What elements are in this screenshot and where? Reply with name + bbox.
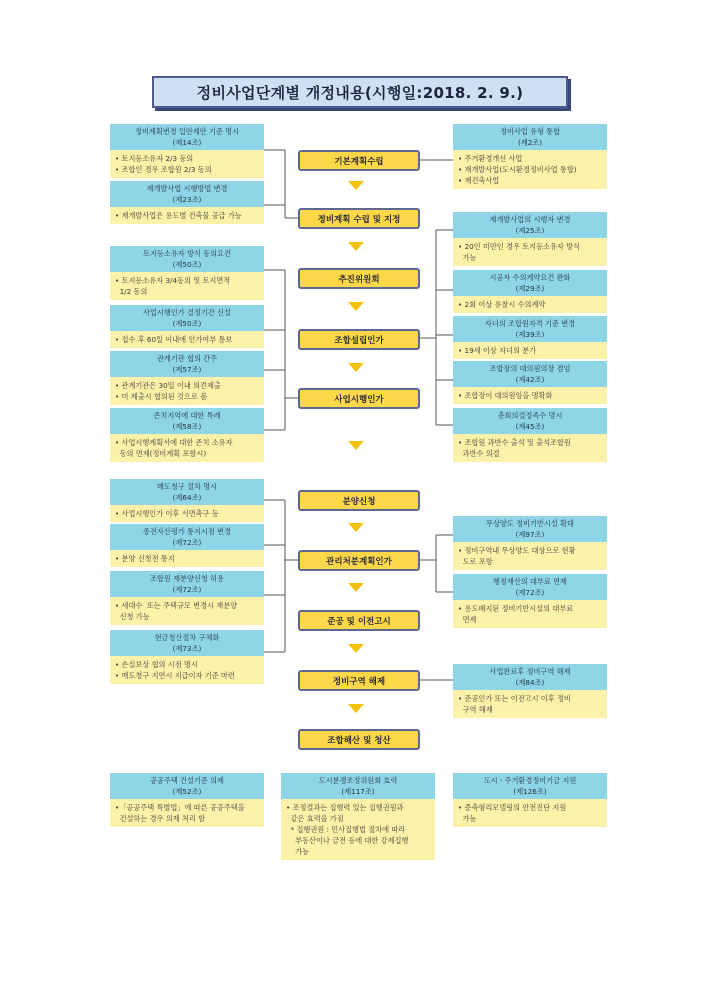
stage-management-disposal: 관리처분계획인가 bbox=[298, 550, 420, 571]
box-item: • 사업시행인가 이후 서면촉구 등 bbox=[115, 509, 219, 518]
box-item: • 19세 이상 자녀의 분가 bbox=[458, 346, 537, 355]
stage-basic-plan: 기본계획수립 bbox=[298, 150, 420, 171]
box-item: • 미 제출시 협의된 것으로 봄 bbox=[115, 392, 208, 401]
down-arrow-icon bbox=[348, 523, 364, 532]
info-box-right-0 bbox=[453, 124, 607, 189]
info-box-right-8 bbox=[453, 664, 607, 718]
info-box-left-1 bbox=[110, 181, 264, 224]
info-box-left-6 bbox=[110, 479, 264, 522]
box-item: * 집행권원 : 민사집행법 절차에 따라 부동산이나 금전 등에 대한 강제집행 가능 bbox=[290, 825, 409, 856]
stage-dissolution: 조합해산 및 청산 bbox=[298, 729, 420, 750]
down-arrow-icon bbox=[348, 644, 364, 653]
box-item: • 토지등소유자 2/3 동의 bbox=[115, 154, 194, 163]
box-item: • 재개발사업(도시환경정비사업 통합) bbox=[458, 165, 577, 174]
box-heading: 총회의결정족수 명시 (제45조) bbox=[453, 408, 607, 434]
box-heading: 도시ㆍ주거환경정비기금 지원 (제126조) bbox=[453, 773, 607, 799]
box-heading: 사업시행인가 결정기간 신설 (제50조) bbox=[110, 305, 264, 331]
box-heading: 행정재산의 대부료 면제 (제72조) bbox=[453, 574, 607, 600]
box-heading: 현금청산절차 구체화 (제73조) bbox=[110, 630, 264, 656]
stage-plan-designation: 정비계획 수립 및 지정 bbox=[298, 208, 420, 229]
info-box-left-9 bbox=[110, 630, 264, 684]
stage-completion-notice: 준공 및 이전고시 bbox=[298, 610, 420, 631]
info-box-left-5 bbox=[110, 408, 264, 462]
box-heading: 자녀의 조합원자격 기준 변경 (제39조) bbox=[453, 316, 607, 342]
stage-project-approval: 사업시행인가 bbox=[298, 388, 420, 409]
down-arrow-icon bbox=[348, 363, 364, 372]
box-heading: 매도청구 절차 명시 (제64조) bbox=[110, 479, 264, 505]
info-box-left-0 bbox=[110, 124, 264, 178]
info-box-right-6 bbox=[453, 516, 607, 570]
box-item: • 접수 후 60일 이내에 인가여부 통보 bbox=[115, 335, 233, 344]
box-item: • 관계기관은 30일 이내 의견제출 bbox=[115, 381, 221, 390]
box-heading: 시공자 수의계약요건 완화 (제29조) bbox=[453, 270, 607, 296]
info-box-bottom-1 bbox=[281, 773, 435, 860]
box-item: • 2회 이상 유찰시 수의계약 bbox=[458, 300, 546, 309]
box-item: • 분양 신청전 통지 bbox=[115, 554, 175, 563]
info-box-left-2 bbox=[110, 246, 264, 300]
info-box-bottom-0 bbox=[110, 773, 264, 827]
info-box-right-2 bbox=[453, 270, 607, 313]
down-arrow-icon bbox=[348, 704, 364, 713]
box-item: • 조합원 과반수 출석 및 출석조합원 과반수 의결 bbox=[458, 438, 571, 458]
box-item: • 재개발사업은 용도별 건축물 공급 가능 bbox=[115, 211, 242, 220]
stage-committee: 추진위원회 bbox=[298, 268, 420, 289]
info-box-right-1 bbox=[453, 212, 607, 266]
box-heading: 도시분쟁조정위원회 효력 (제117조) bbox=[281, 773, 435, 799]
down-arrow-icon bbox=[348, 302, 364, 311]
box-item: • 정비구역내 무상양도 대상으로 현황 도로 포함 bbox=[458, 546, 576, 566]
box-item: • 재건축사업 bbox=[458, 176, 500, 185]
box-heading: 재개발사업의 시행자 변경 (제25조) bbox=[453, 212, 607, 238]
box-item: • 20인 미만인 경우 토지등소유자 방식 가능 bbox=[458, 242, 581, 262]
info-box-left-7 bbox=[110, 524, 264, 567]
box-item: • 손실보상 협의 시점 명시 bbox=[115, 660, 198, 669]
box-item: • 준공인가 또는 이전고시 이후 정비 구역 해제 bbox=[458, 694, 571, 714]
info-box-right-5 bbox=[453, 408, 607, 462]
info-box-right-7 bbox=[453, 574, 607, 628]
info-box-left-4 bbox=[110, 351, 264, 405]
box-item: • 조정결과는 집행력 있는 집행권원과 같은 효력을 가짐 bbox=[286, 803, 404, 823]
box-item: • 사업시행계획서에 대한 존치 소유자 동의 면제(정비계획 포함시) bbox=[115, 438, 233, 458]
box-heading: 정비사업 유형 통합 (제2조) bbox=[453, 124, 607, 150]
box-heading: 존치지역에 대한 특례 (제58조) bbox=[110, 408, 264, 434]
box-item: • 조합인 경우 조합원 2/3 동의 bbox=[115, 165, 212, 174]
info-box-bottom-2 bbox=[453, 773, 607, 827]
box-item: • 매도청구 지연시 지급이자 기준 마련 bbox=[115, 671, 235, 680]
down-arrow-icon bbox=[348, 242, 364, 251]
stage-association-approval: 조합설립인가 bbox=[298, 329, 420, 350]
down-arrow-icon bbox=[348, 583, 364, 592]
box-item: • 조합장이 대의원임을 명확화 bbox=[458, 391, 553, 400]
info-box-left-8 bbox=[110, 571, 264, 625]
info-box-left-3 bbox=[110, 305, 264, 348]
box-heading: 재개발사업 시행방법 변경 (제23조) bbox=[110, 181, 264, 207]
box-heading: 무상양도 정비기반시설 확대 (제97조) bbox=[453, 516, 607, 542]
box-heading: 조합장의 대의원의장 겸임 (제42조) bbox=[453, 361, 607, 387]
stage-sale-application: 분양신청 bbox=[298, 490, 420, 511]
box-heading: 종전자산평가 통지시점 변경 (제72조) bbox=[110, 524, 264, 550]
box-item: • 토지등소유자 3/4동의 및 토지면적 1/2 동의 bbox=[115, 276, 231, 296]
box-heading: 토지등소유자 방식 동의요건 (제50조) bbox=[110, 246, 264, 272]
down-arrow-icon bbox=[348, 441, 364, 450]
box-heading: 정비계획변경 입안제안 기준 명시 (제14조) bbox=[110, 124, 264, 150]
info-box-right-4 bbox=[453, 361, 607, 404]
box-heading: 조합원 재분양신청 허용 (제72조) bbox=[110, 571, 264, 597]
box-item: • 세대수 또는 주택규모 변경시 재분양 신청 가능 bbox=[115, 601, 238, 621]
box-heading: 사업완료후 정비구역 해제 (제84조) bbox=[453, 664, 607, 690]
box-item: • 증축형리모델링의 안전진단 지원 가능 bbox=[458, 803, 567, 823]
page-title: 정비사업단계별 개정내용(시행일:2018. 2. 9.) bbox=[152, 76, 568, 108]
stage-zone-release: 정비구역 해제 bbox=[298, 670, 420, 691]
box-heading: 공공주택 건설기준 의제 (제52조) bbox=[110, 773, 264, 799]
box-item: • 용도폐지된 정비기반시설의 대부료 면제 bbox=[458, 604, 574, 624]
box-heading: 관계기관 협의 간주 (제57조) bbox=[110, 351, 264, 377]
down-arrow-icon bbox=[348, 181, 364, 190]
box-item: •「공공주택 특별법」에 따른 공공주택을 건설하는 경우 의제 처리 함 bbox=[115, 803, 245, 823]
info-box-right-3 bbox=[453, 316, 607, 359]
box-item: • 주거환경개선 사업 bbox=[458, 154, 523, 163]
